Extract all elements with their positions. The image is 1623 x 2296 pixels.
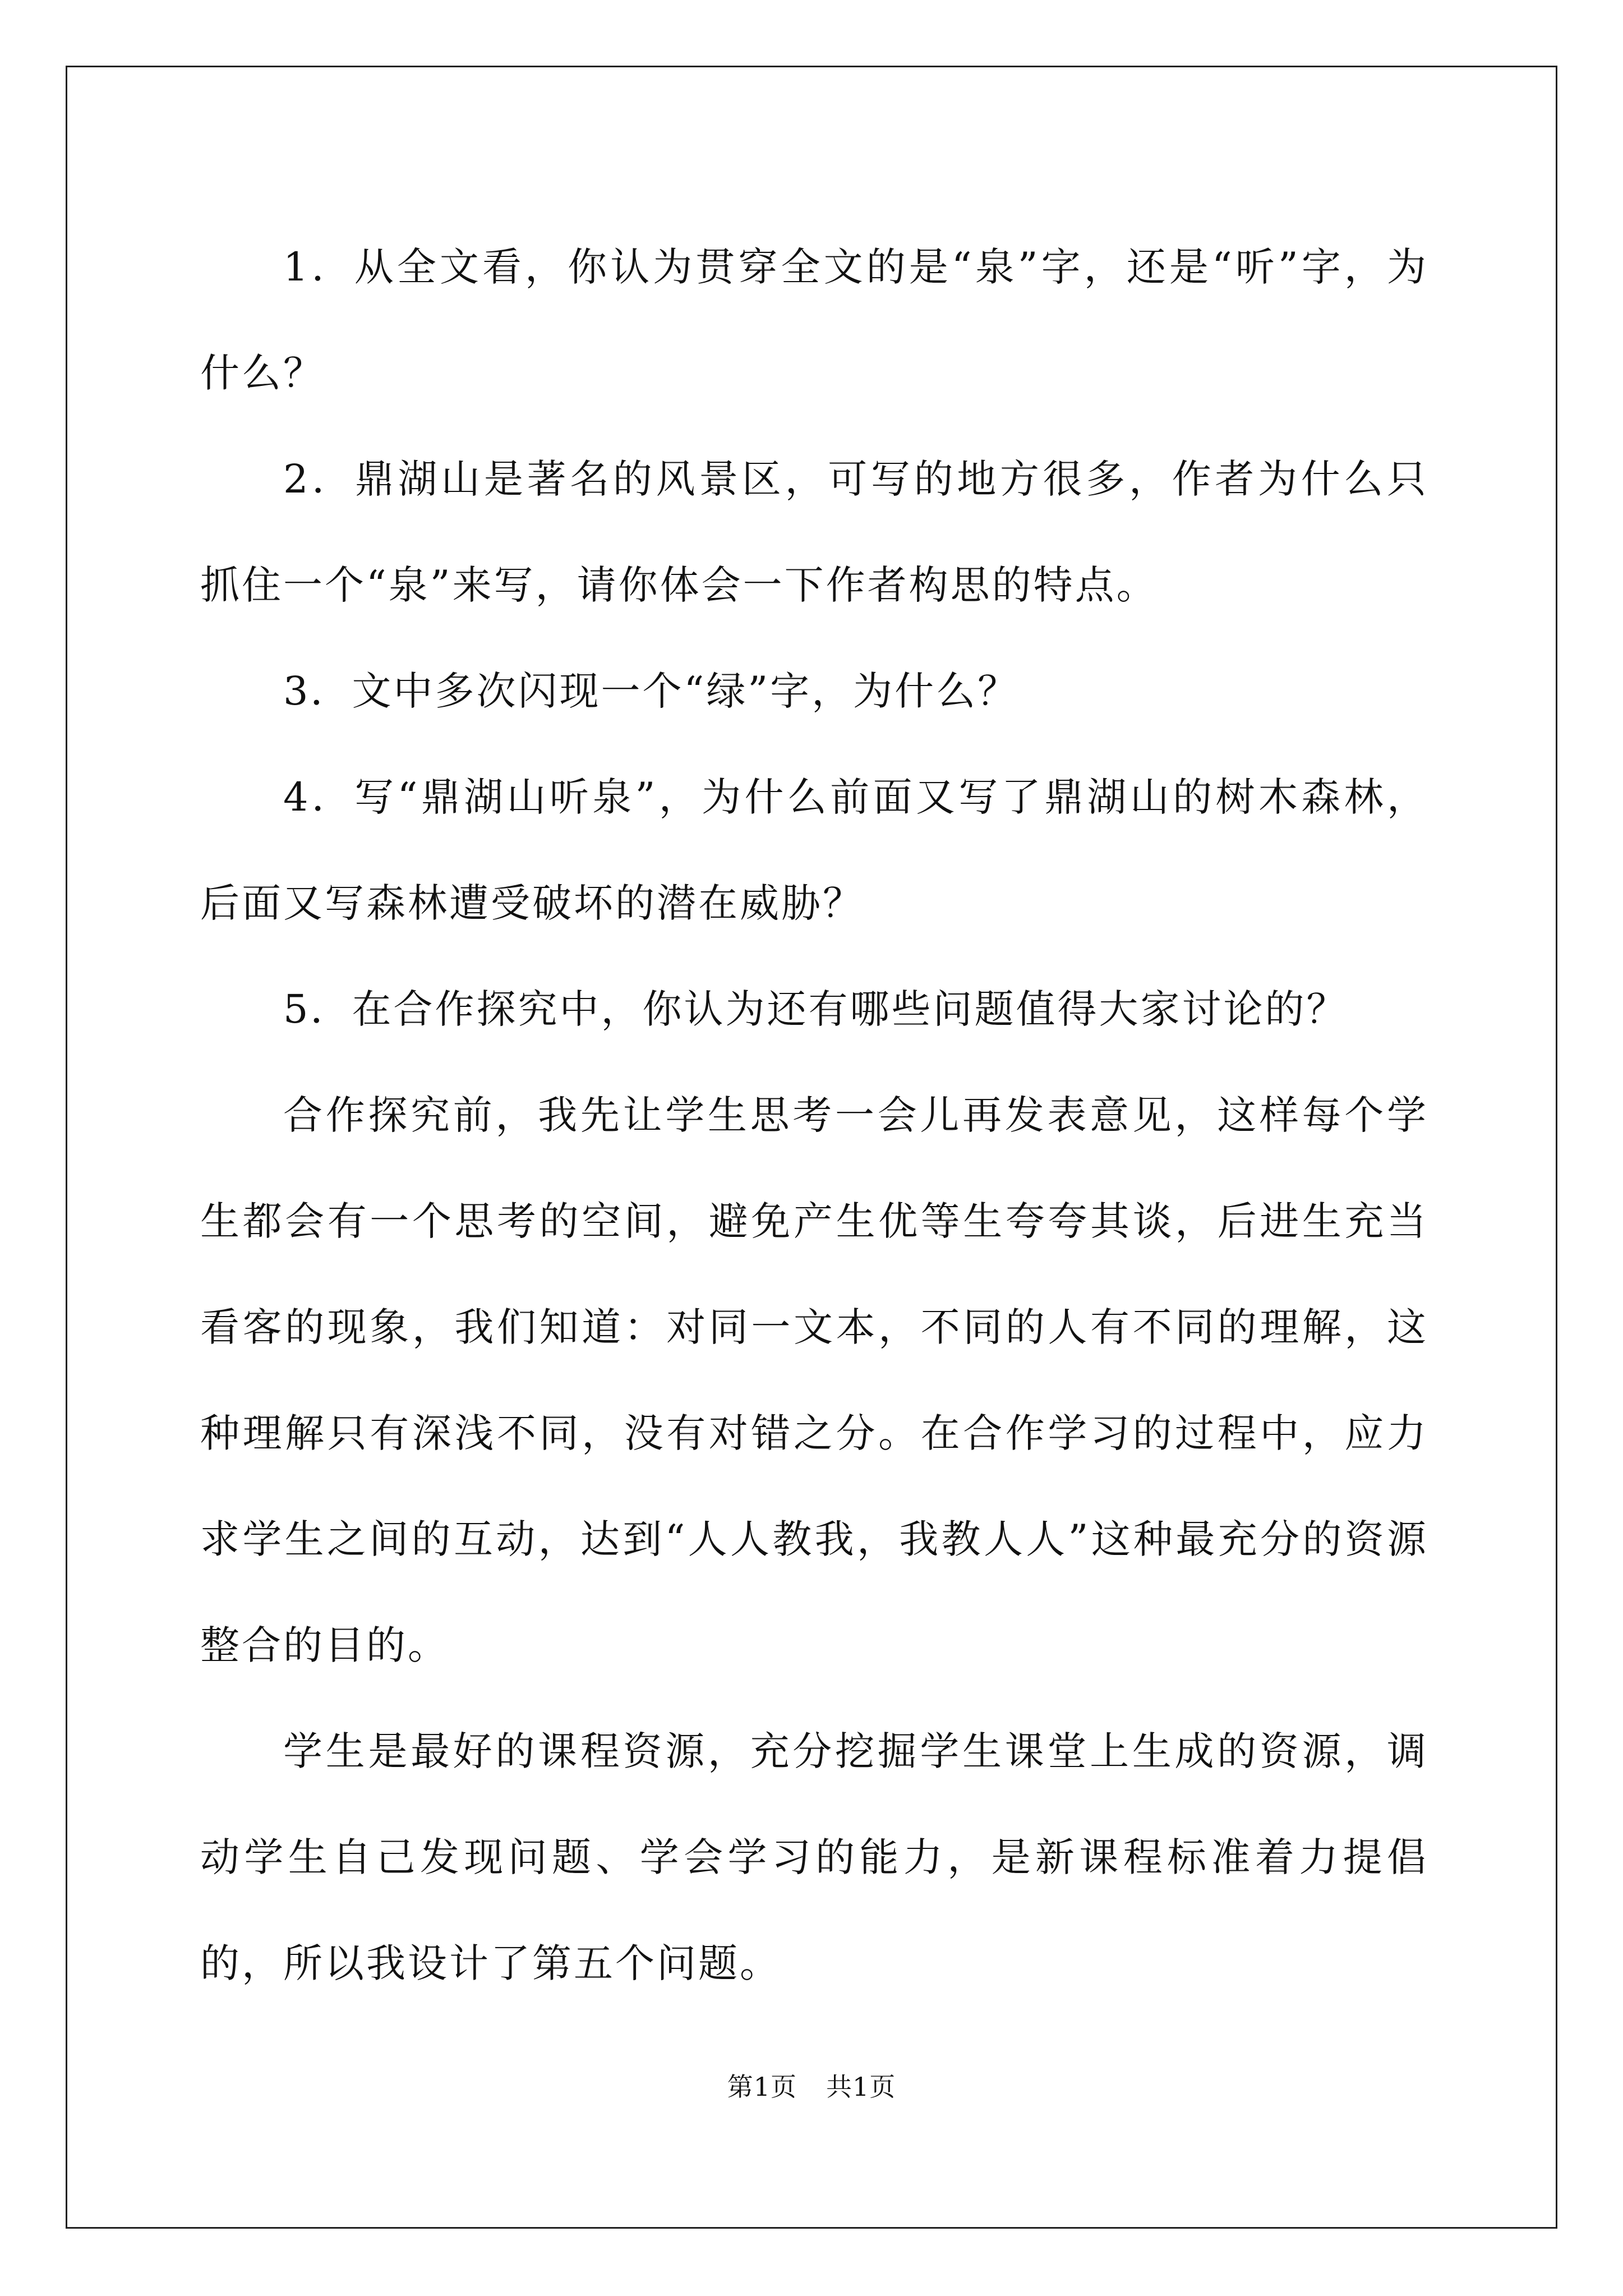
paragraph-course-resources: 学生是最好的课程资源，充分挖掘学生课堂上生成的资源，调动学生自己发现问题、学会学习的能力，是新课程标准着力提倡的，所以我设计了第五个问题。: [200, 1728, 1428, 1986]
page-footer: [0, 2070, 1623, 2104]
question-5: 5．在合作探究中，你认为还有哪些问题值得大家讨论的？: [283, 986, 1348, 1032]
document-body: [200, 214, 1428, 2017]
question-4: 4．写“鼎湖山听泉”，为什么前面又写了鼎湖山的树木森林，后面又写森林遭受破坏的潜在威胁？: [200, 774, 1428, 926]
paragraph-cooperative-inquiry: 合作探究前，我先让学生思考一会儿再发表意见，这样每个学生都会有一个思考的空间，避免产生优等生夸夸其谈，后进生充当看客的现象，我们知道：对同一文本，不同的人有不同的理解，这种理解只有深浅不同，没有对错之分。在合作学习的过程中，应力求学生之间的互动，达到“人人教我，我教人人”这种最充分的资源整合的目的。: [200, 1092, 1428, 1668]
question-2: 2．鼎湖山是著名的风景区，可写的地方很多，作者为什么只抓住一个“泉”来写，请你体会一下作者构思的特点。: [200, 456, 1428, 608]
page-number: 第1页: [727, 2072, 797, 2102]
question-3: 3．文中多次闪现一个“绿”字，为什么？: [283, 668, 1020, 714]
question-1: 1．从全文看，你认为贯穿全文的是“泉”字，还是“听”字，为什么？: [200, 244, 1428, 396]
page-total: 共1页: [826, 2072, 896, 2102]
